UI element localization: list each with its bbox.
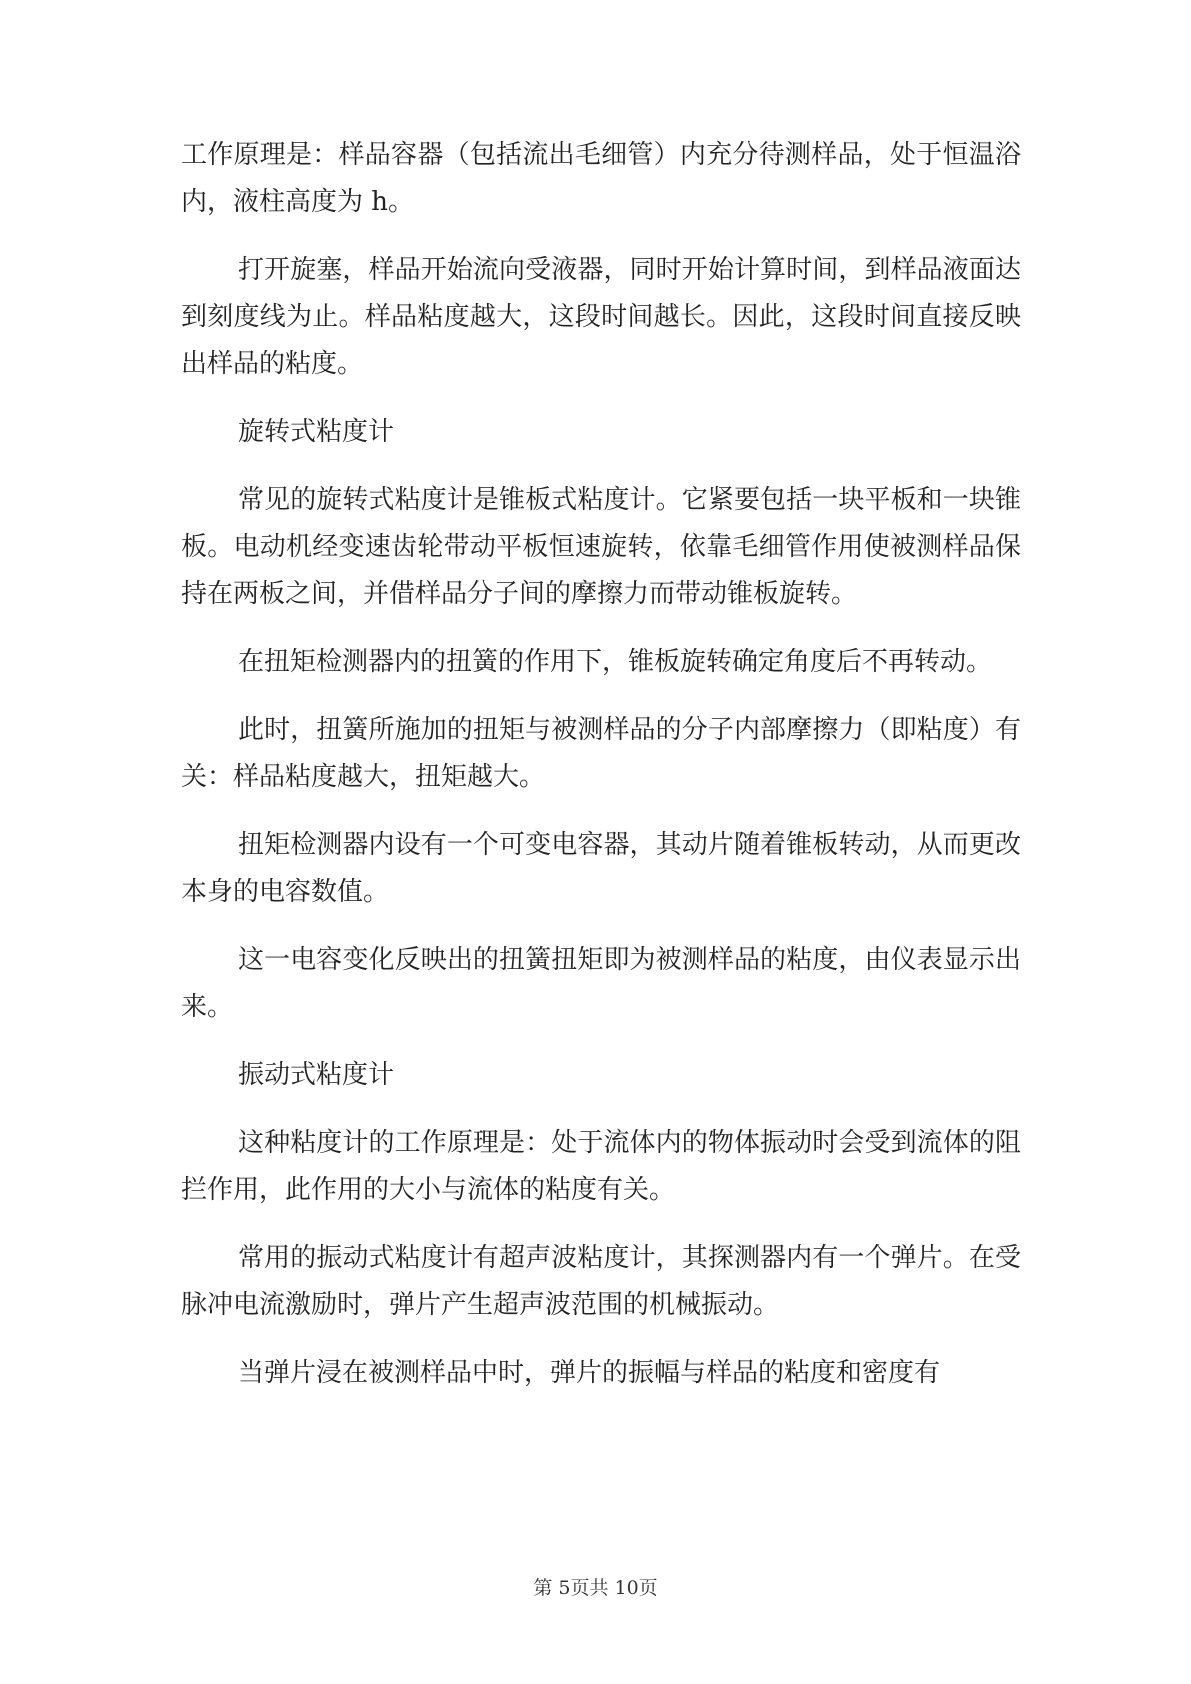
page-number-footer: 第 5页共 10页 <box>533 1577 658 1599</box>
paragraph: 工作原理是：样品容器（包括流出毛细管）内充分待测样品，处于恒温浴内，液柱高度为 h。 <box>181 140 1021 217</box>
paragraph: 这种粘度计的工作原理是：处于流体内的物体振动时会受到流体的阻拦作用，此作用的大小与流体的粘度有关。 <box>181 1128 1021 1205</box>
paragraph: 这一电容变化反映出的扭簧扭矩即为被测样品的粘度，由仪表显示出来。 <box>181 945 1021 1022</box>
paragraph: 当弹片浸在被测样品中时，弹片的振幅与样品的粘度和密度有 <box>238 1358 941 1388</box>
paragraph: 打开旋塞，样品开始流向受液器，同时开始计算时间，到样品液面达到刻度线为止。样品粘度越大，这段时间越长。因此，这段时间直接反映出样品的粘度。 <box>181 255 1021 379</box>
paragraph: 扭矩检测器内设有一个可变电容器，其动片随着锥板转动，从而更改本身的电容数值。 <box>181 830 1021 907</box>
paragraph: 常用的振动式粘度计有超声波粘度计，其探测器内有一个弹片。在受脉冲电流激励时，弹片产生超声波范围的机械振动。 <box>181 1243 1021 1320</box>
paragraph: 此时，扭簧所施加的扭矩与被测样品的分子内部摩擦力（即粘度）有关：样品粘度越大，扭矩越大。 <box>181 715 1021 792</box>
paragraph: 在扭矩检测器内的扭簧的作用下，锥板旋转确定角度后不再转动。 <box>238 647 993 677</box>
document-body <box>181 132 1021 1418</box>
paragraph: 常见的旋转式粘度计是锥板式粘度计。它紧要包括一块平板和一块锥板。电动机经变速齿轮带动平板恒速旋转，依靠毛细管作用使被测样品保持在两板之间，并借样品分子间的摩擦力而带动锥板旋转。 <box>181 485 1021 609</box>
section-heading: 振动式粘度计 <box>238 1060 395 1090</box>
section-heading: 旋转式粘度计 <box>238 417 395 447</box>
